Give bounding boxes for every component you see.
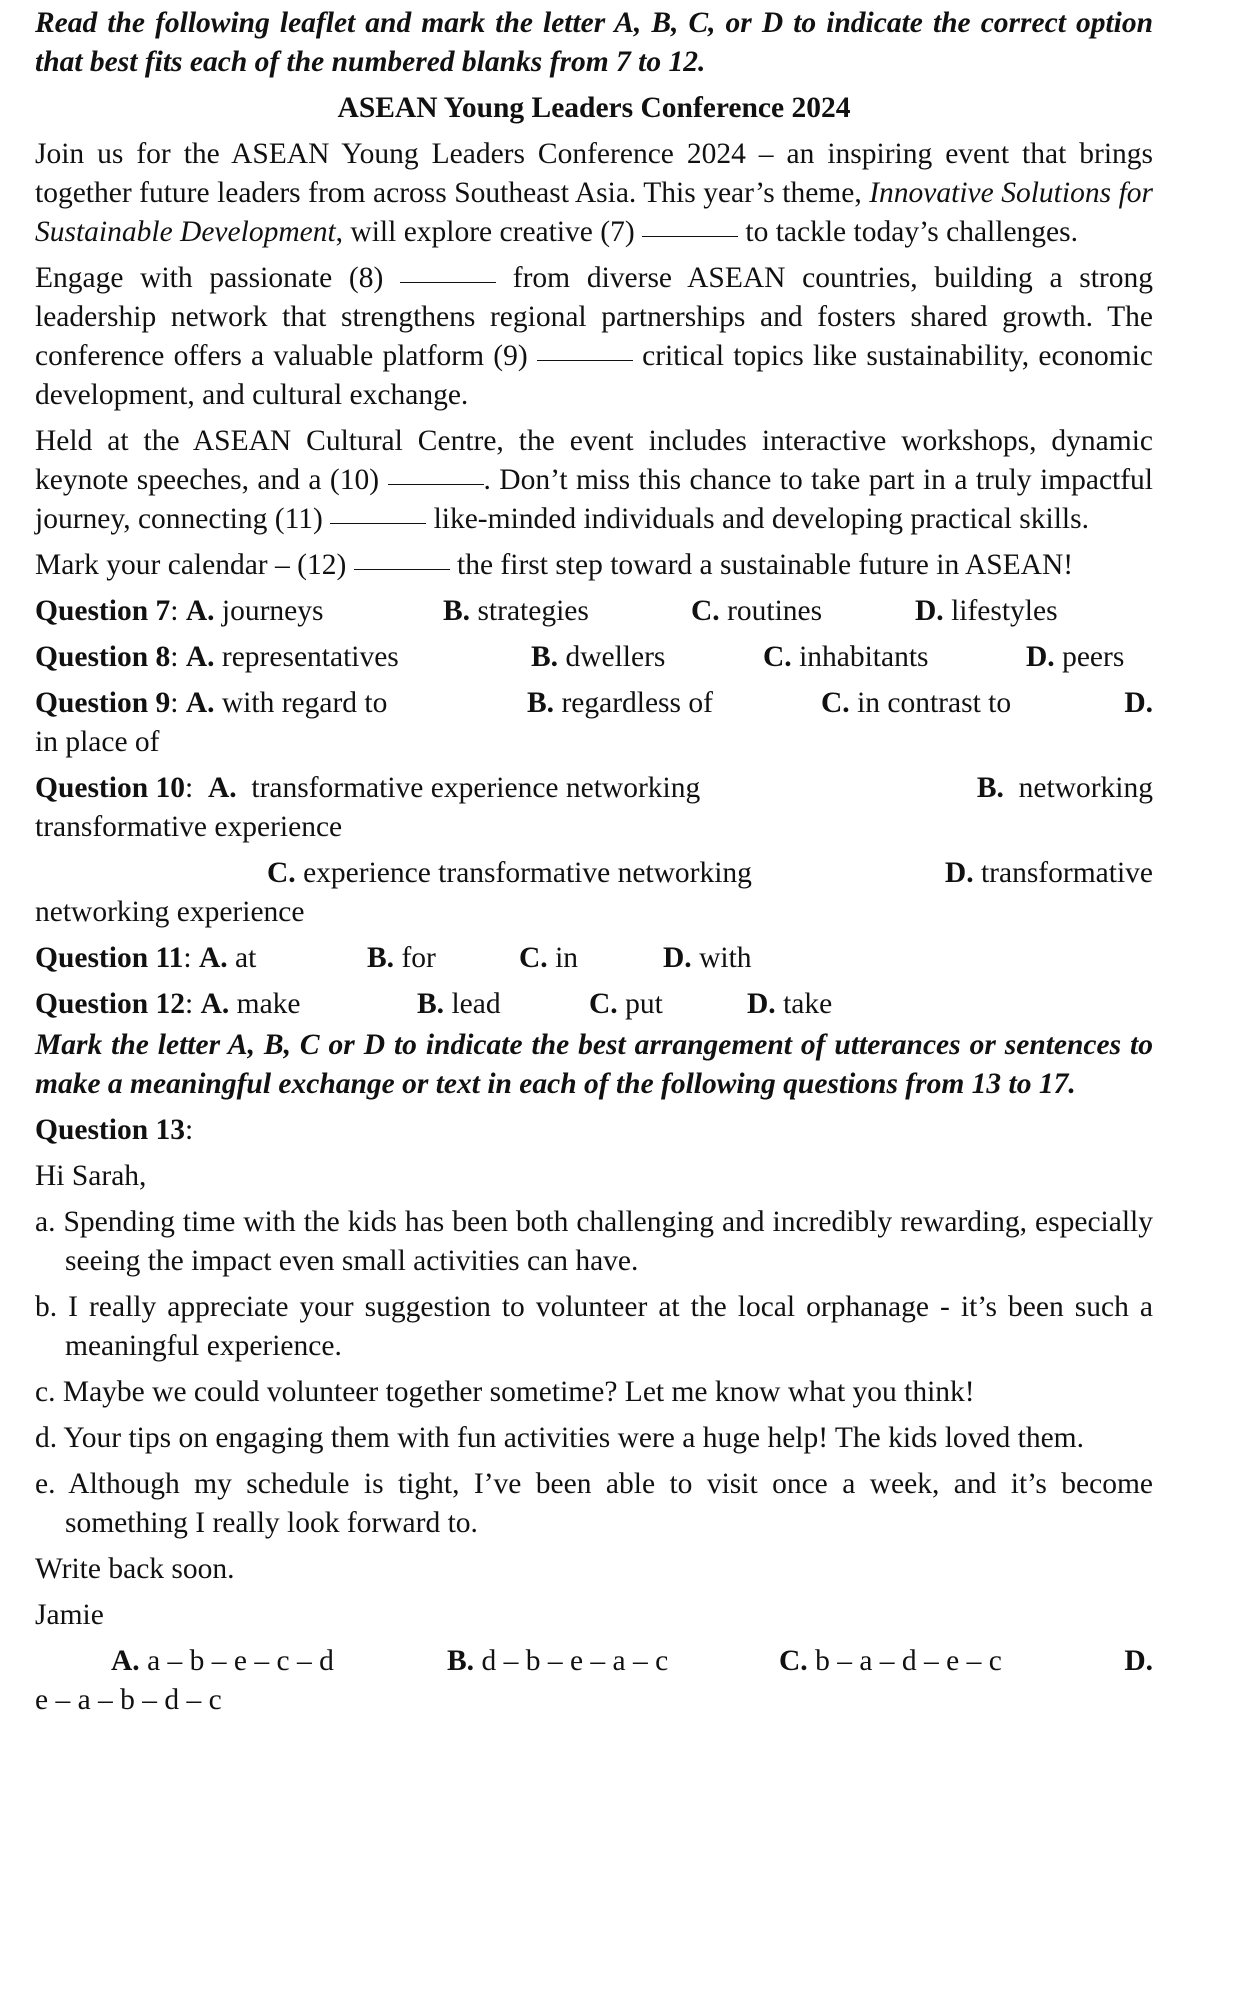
q13-option-a[interactable]: a – b – e – c – d: [147, 1645, 334, 1677]
question-10-wrap-d: networking experience: [35, 896, 305, 928]
letter-item-a: a. Spending time with the kids has been both challenging and incredibly rewarding, especially seeing the impact even small activities can have.: [35, 1206, 1153, 1277]
question-13-answers-wrap: [35, 1681, 1153, 1720]
leaflet-title: ASEAN Young Leaders Conference 2024: [337, 92, 851, 124]
q11-option-c[interactable]: in: [555, 942, 579, 974]
blank-12: [354, 568, 450, 570]
blank-9: [537, 359, 633, 361]
worksheet-page: [35, 4, 1153, 1720]
q9-option-c[interactable]: in contrast to: [857, 687, 1012, 719]
leaflet-paragraph-4: [35, 546, 1153, 585]
q7-option-d[interactable]: lifestyles: [951, 595, 1058, 627]
q11-option-b[interactable]: for: [401, 942, 436, 974]
q8-option-a[interactable]: representatives: [221, 641, 399, 673]
q10-option-a[interactable]: transformative experience networking: [251, 772, 701, 804]
p3-text-c: like-minded individuals and developing practical skills.: [433, 503, 1089, 535]
q12-option-c[interactable]: put: [625, 988, 663, 1020]
q13-option-d[interactable]: e – a – b – d – c: [35, 1684, 222, 1716]
q12-option-a[interactable]: make: [236, 988, 301, 1020]
blank-7-number: (7): [600, 216, 635, 248]
letter-item-d: d. Your tips on engaging them with fun activities were a huge help! The kids loved them.: [35, 1422, 1084, 1454]
q9-option-d[interactable]: in place of: [35, 726, 160, 758]
q7-option-a[interactable]: journeys: [221, 595, 324, 627]
q7-option-b[interactable]: strategies: [477, 595, 589, 627]
p1-text-c: to tackle today’s challenges.: [745, 216, 1078, 248]
letter-greeting: Hi Sarah,: [35, 1160, 147, 1192]
question-8-label: Question 8: [35, 641, 171, 673]
question-13-heading: Question 13:: [35, 1114, 194, 1146]
question-10-line-c: C. experience transformative networking D. transformative: [267, 857, 1153, 889]
leaflet-paragraph-1: [35, 135, 1153, 252]
q12-option-b[interactable]: lead: [451, 988, 501, 1020]
blank-11: [330, 522, 426, 524]
question-7-label: Question 7: [35, 595, 171, 627]
leaflet-paragraph-3: [35, 422, 1153, 539]
q11-option-d[interactable]: with: [699, 942, 752, 974]
question-7: Question 7: A. journeys B. strategies C. routines D. lifestyles: [35, 595, 1058, 627]
letter-signature: Jamie: [35, 1599, 104, 1631]
question-11: Question 11: A. at B. for C. in D. with: [35, 942, 752, 974]
question-10: Question 10: A. transformative experience networking B. networking: [35, 772, 1153, 804]
q8-option-c[interactable]: inhabitants: [799, 641, 929, 673]
leaflet-theme: Innovative Solutions for Sustainable Development: [35, 177, 1153, 248]
question-10-label: Question 10: [35, 772, 185, 804]
q9-option-b[interactable]: regardless of: [561, 687, 713, 719]
q13-option-c[interactable]: b – a – d – e – c: [815, 1645, 1002, 1677]
q11-option-a[interactable]: at: [235, 942, 257, 974]
letter-item-e: e. Although my schedule is tight, I’ve been able to visit once a week, and it’s become something I really look forward to.: [35, 1468, 1153, 1539]
blank-7: [642, 235, 738, 237]
section2-instruction: Mark the letter A, B, C or D to indicate the best arrangement of utterances or sentences to make a meaningful exchange or text in each of the following questions from 13 to 17.: [35, 1029, 1153, 1100]
p2-text-b: from diverse ASEAN countries, building a strong leadership network that strengthens regional partnerships and fosters shared growth. The conference offers a valuable platform (9): [35, 262, 1154, 372]
p1-text-b: , will explore creative: [335, 216, 593, 248]
blank-10: [388, 483, 484, 485]
q9-option-a[interactable]: with regard to: [221, 687, 388, 719]
q12-option-d[interactable]: take: [783, 988, 833, 1020]
letter-closing: Write back soon.: [35, 1553, 235, 1585]
q8-option-d[interactable]: peers: [1062, 641, 1125, 673]
leaflet-paragraph-2: [35, 259, 1153, 415]
section1-instruction: Read the following leaflet and mark the letter A, B, C, or D to indicate the correct option that best fits each of the numbered blanks from 7 to 12.: [35, 7, 1153, 78]
p1-text-a: Join us for the ASEAN Young Leaders Conference 2024 – an inspiring event that brings together future leaders from across Southeast Asia. This year’s theme,: [35, 138, 1153, 209]
question-12: Question 12: A. make B. lead C. put D. take: [35, 988, 833, 1020]
question-10-wrap-b: transformative experience: [35, 811, 343, 843]
p2-text-c: critical topics like sustainability, economic development, and cultural exchange.: [35, 340, 1154, 411]
q10-option-c[interactable]: experience transformative networking: [303, 857, 752, 889]
q7-option-c[interactable]: routines: [727, 595, 823, 627]
question-13-label: Question 13: [35, 1114, 185, 1146]
p2-text-a: Engage with passionate (8): [35, 262, 384, 294]
letter-item-c: c. Maybe we could volunteer together sometime? Let me know what you think!: [35, 1376, 975, 1408]
question-9: Question 9: A. with regard to B. regardless of C. in contrast to D.: [35, 687, 1153, 719]
q8-option-b[interactable]: dwellers: [565, 641, 666, 673]
p4-text-b: the first step toward a sustainable future in ASEAN!: [457, 549, 1074, 581]
p3-text-b: . Don’t miss this chance to take part in a truly impactful journey, connecting (11): [35, 464, 1154, 535]
blank-8: [400, 281, 496, 283]
p4-text-a: Mark your calendar – (12): [35, 549, 347, 581]
question-11-label: Question 11: [35, 942, 184, 974]
question-13-answers: A. a – b – e – c – d B. d – b – e – a – c C. b – a – d – e – c D.: [111, 1645, 1153, 1677]
question-8: Question 8: A. representatives B. dwellers C. inhabitants D. peers: [35, 641, 1125, 673]
q13-option-b[interactable]: d – b – e – a – c: [481, 1645, 669, 1677]
question-9-label: Question 9: [35, 687, 171, 719]
question-9-wrap: [35, 723, 1153, 762]
p3-text-a: Held at the ASEAN Cultural Centre, the event includes interactive workshops, dynamic keynote speeches, and a (10): [35, 425, 1153, 496]
question-12-label: Question 12: [35, 988, 185, 1020]
letter-item-b: b. I really appreciate your suggestion to volunteer at the local orphanage - it’s been such a meaningful experience.: [35, 1291, 1153, 1362]
